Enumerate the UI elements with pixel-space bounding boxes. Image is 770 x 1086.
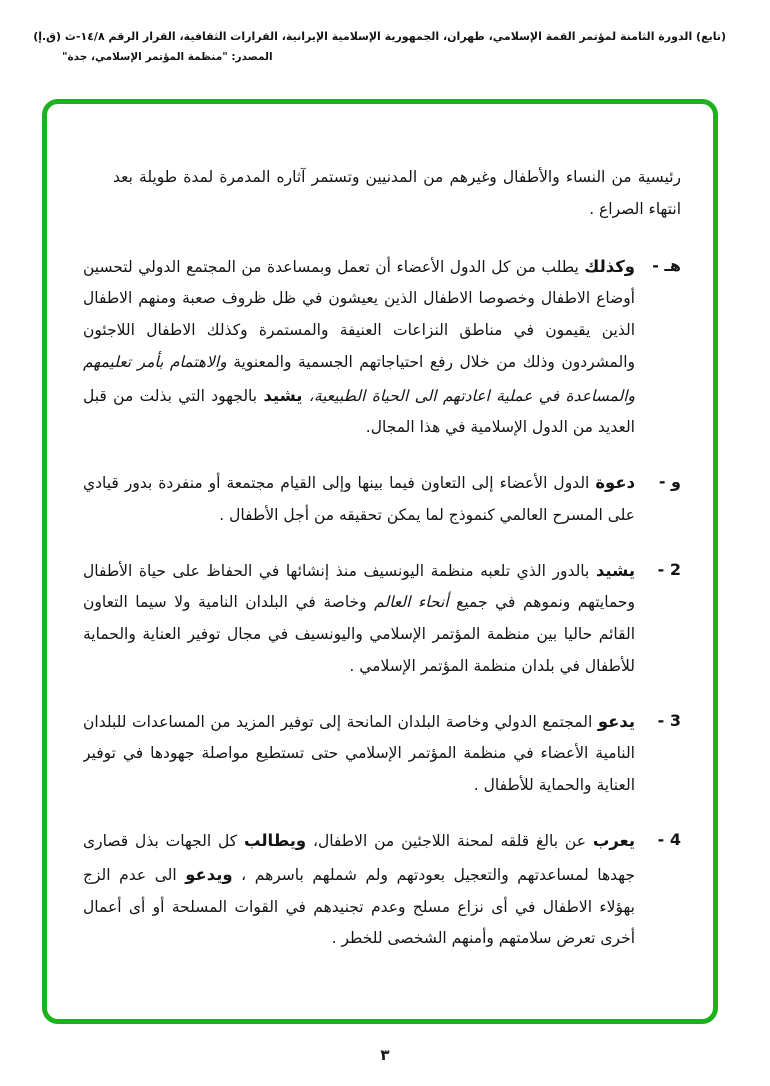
item-text	[83, 554, 635, 683]
text-segment: ويدعو	[185, 864, 233, 884]
highlight-border	[42, 99, 718, 1024]
text-segment: وخاصة في البلدان النامية ولا سيما التعاون القائم حاليا بين منظمة المؤتمر الإسلامي واليونسيف في مجال توفير العناية والحماية للأطفال في بلدان منظمة المؤتمر الإسلامي .	[83, 593, 635, 675]
text-segment: كل الجهات بذل قصارى جهدها لمساعدتهم والتعجيل بعودتهم ولم شملهم باسرهم ،	[83, 832, 635, 884]
text-segment: عن بالغ قلقه لمحنة اللاجئين من الاطفال،	[306, 832, 593, 851]
header-source: المصدر: "منظمة المؤتمر الإسلامي، جدة"	[62, 51, 273, 63]
resolution-item	[83, 554, 681, 683]
item-marker: 2 -	[657, 559, 681, 579]
resolution-item	[83, 824, 681, 955]
text-segment: المجتمع الدولي وخاصة البلدان المانحة إلى توفير المزيد من المساعدات للبلدان النامية الأعضاء في منظمة المؤتمر الإسلامي حتى تستطيع مواصلة جهودها في توفير العناية والحماية للأطفال .	[83, 712, 635, 795]
item-marker: 3 -	[657, 710, 681, 730]
text-segment: يعرب	[592, 831, 635, 851]
text-segment: وكذلك	[584, 256, 635, 276]
text-segment: يشيد	[595, 560, 635, 580]
text-segment: والاهتمام بأمر تعليمهم والمساعدة في عملية اعادتهم الى الحياة الطبيعية،	[83, 352, 635, 405]
document-header	[33, 30, 726, 63]
intro-paragraph: رئيسية من النساء والأطفال وغيرهم من المدنيين وتستمر آثاره المدمرة لمدة طويلة بعد انتهاء الصراع .	[113, 168, 681, 218]
document-content	[83, 162, 681, 1003]
resolution-item	[83, 250, 681, 445]
text-segment: بالدور الذي تلعبه منظمة اليونسيف منذ إنشائها في الحفاظ على حياة الأطفال وحمايتهم ونموهم في جميع	[83, 561, 635, 612]
text-segment: يدعو	[597, 711, 635, 731]
resolution-items	[83, 250, 681, 956]
text-segment: دعوة	[595, 473, 635, 493]
text-segment: يطلب من كل الدول الأعضاء أن تعمل وبمساعدة من المجتمع الدولي لتحسين أوضاع الاطفال وخصوصا الاطفال الذين يعيشون في ظل ظروف صعبة ومنهم الاطفال الذين يقيمون في مناطق النزاعات العنيفة والمستمرة وكذلك الاطفال اللاجئون والمشردون وذلك من خلال رفع احتياجاتهم الجسمية والمعنوية	[83, 257, 636, 371]
header-title: (تابع) الدورة الثامنة لمؤتمر القمة الإسلامي، طهران، الجمهورية الإسلامية الإيرانية، القرارات الثقافية، القرار الرقم ١٤/٨-ث (ق.إ)	[33, 30, 726, 43]
item-text	[83, 705, 635, 802]
text-segment: أنحاء العالم	[374, 593, 449, 612]
text-segment: الى عدم الزج بهؤلاء الاطفال في أى نزاع مسلح وعدم تجنيدهم في القوات المسلحة أو أى أعمال أخرى تعرض سلامتهم وأمنهم الشخصى للخطر .	[83, 865, 635, 948]
text-segment: ويطالب	[243, 831, 307, 851]
item-text	[83, 824, 635, 955]
text-segment: يشيد	[263, 385, 303, 405]
resolution-item	[83, 705, 681, 802]
text-segment: الدول الأعضاء إلى التعاون فيما بينها وإلى القيام مجتمعة أو منفردة بدور قيادي على المسرح العالمي كنموذج لما يمكن تحقيقه من أجل الأطفال .	[83, 474, 635, 524]
item-marker: 4 -	[657, 830, 681, 850]
item-text	[83, 466, 635, 532]
page-number: ٣	[380, 1046, 390, 1064]
resolution-item	[83, 466, 681, 532]
item-text	[83, 250, 635, 445]
item-marker: هـ -	[652, 255, 681, 275]
text-segment: بالجهود التي بذلت من قبل العديد من الدول الإسلامية في هذا المجال.	[83, 386, 635, 437]
item-marker: و -	[658, 472, 681, 492]
